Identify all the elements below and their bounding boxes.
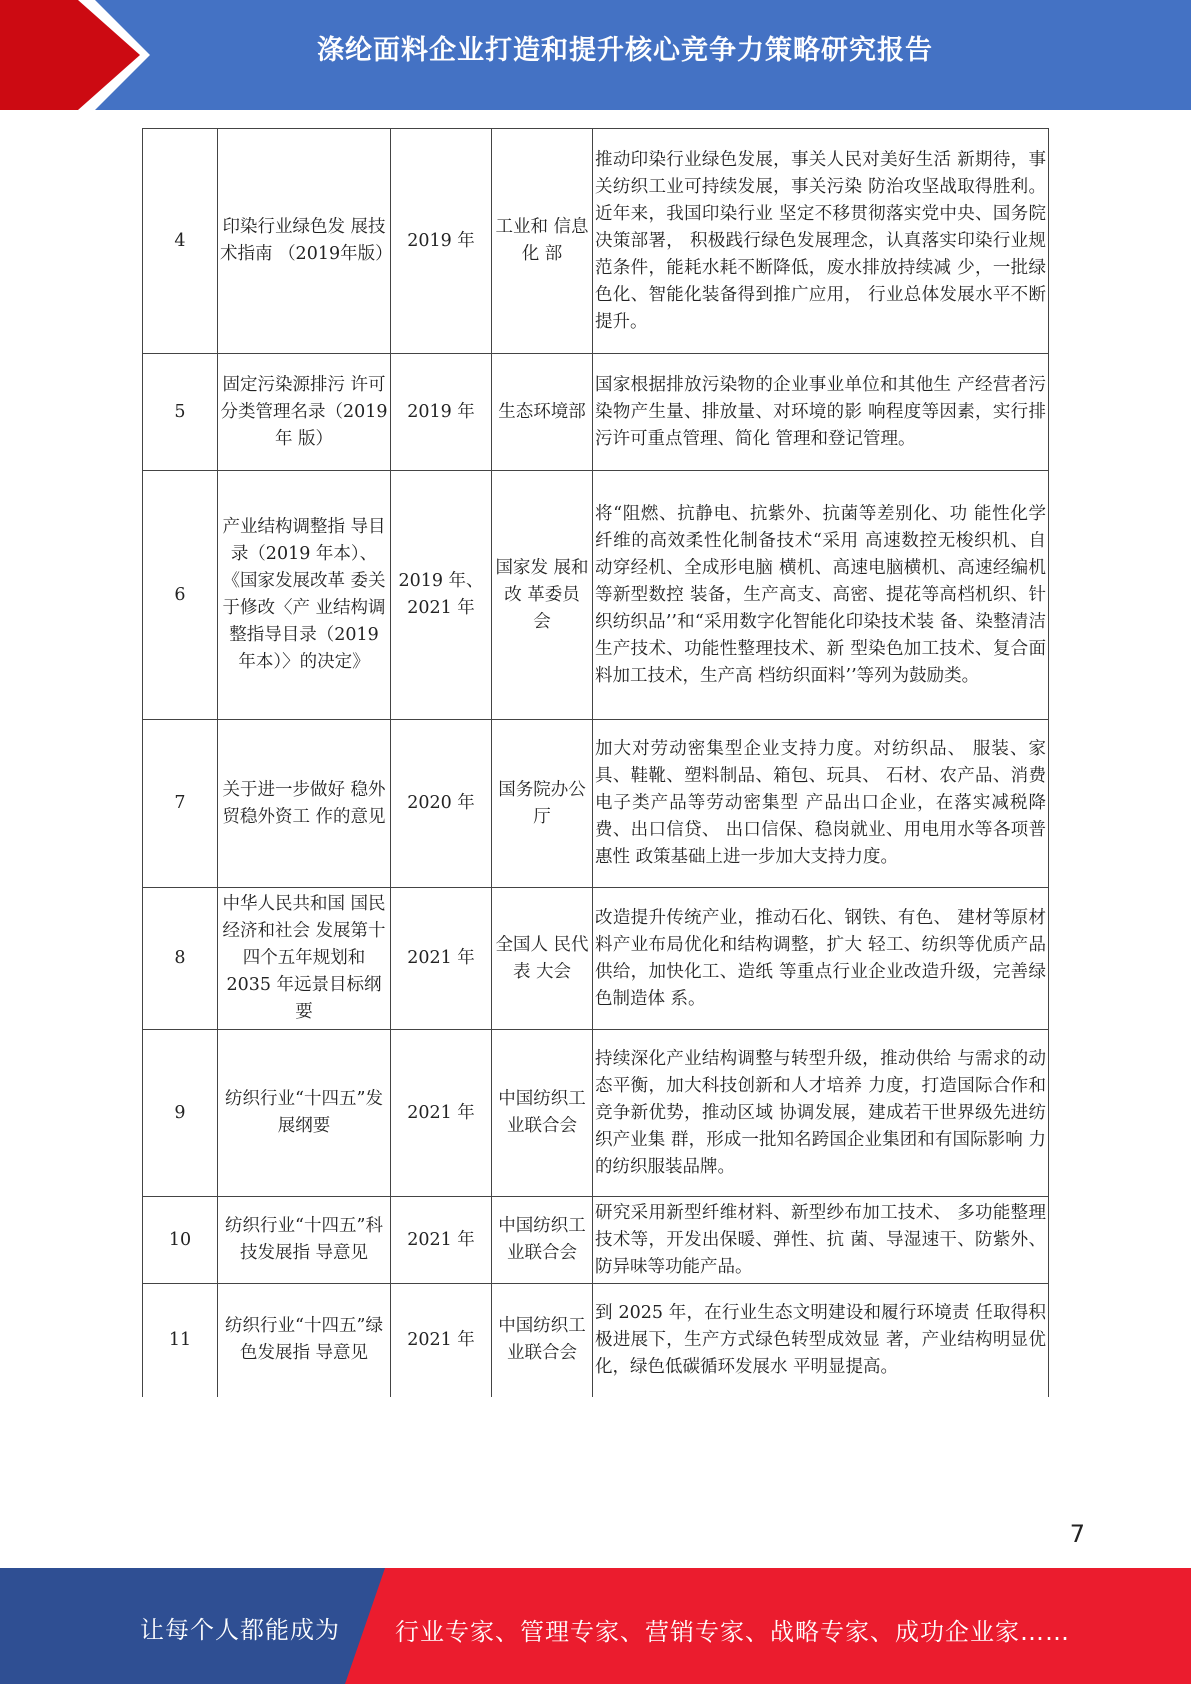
policy-description: 将“阻燃、抗静电、抗紫外、抗菌等差别化、功 能性化学纤维的高效柔性化制备技术“采用 高速数控无梭织机、自动穿经机、全成形电脑 横机、高速电脑横机、高速经编机等新型数控 装备，生产高支、高密、提花等高档机织、针 织纺织品’’和“采用数字化智能化印染技术装 备、染整清洁生产技术、功能性整理技术、新 型染色加工技术、复合面料加工技术，生产高 档纺织面料’’等列为鼓励类。 xyxy=(593,471,1049,720)
policy-name: 纺织行业“十四五”发展纲要 xyxy=(218,1030,391,1197)
report-title: 涤纶面料企业打造和提升核心竞争力策略研究报告 xyxy=(317,35,933,66)
issue-year: 2019 年 xyxy=(391,354,492,471)
policy-description: 改造提升传统产业，推动石化、钢铁、有色、 建材等原材料产业布局优化和结构调整，扩大 轻工、纺织等优质产品供给，加快化工、造纸 等重点行业企业改造升级，完善绿色制造体 系。 xyxy=(593,888,1049,1030)
page-footer-banner xyxy=(0,1568,1191,1684)
issuing-department: 中国纺织工业联合会 xyxy=(492,1030,593,1197)
issuing-department: 国家发 展和改 革委员 会 xyxy=(492,471,593,720)
policy-description: 推动印染行业绿色发展，事关人民对美好生活 新期待，事关纺织工业可持续发展，事关污染 防治攻坚战取得胜利。近年来，我国印染行业 坚定不移贯彻落实党中央、国务院决策部署， 积极践行绿色发展理念，认真落实印染行业规 范条件，能耗水耗不断降低，废水排放持续减 少，一批绿色化、智能化装备得到推广应用， 行业总体发展水平不断提升。 xyxy=(593,129,1049,354)
policy-description: 研究采用新型纤维材料、新型纱布加工技术、 多功能整理技术等，开发出保暖、弹性、抗 菌、导湿速干、防紫外、防异味等功能产品。 xyxy=(593,1197,1049,1284)
issuing-department: 国务院办公厅 xyxy=(492,720,593,888)
policy-name: 固定污染源排污 许可分类管理名录（2019 年 版） xyxy=(218,354,391,471)
table-row xyxy=(143,129,1049,354)
policy-description: 国家根据排放污染物的企业事业单位和其他生 产经营者污染物产生量、排放量、对环境的影 响程度等因素，实行排污许可重点管理、简化 管理和登记管理。 xyxy=(593,354,1049,471)
row-number: 6 xyxy=(143,471,218,720)
footer-slogan-right: 行业专家、管理专家、营销专家、战略专家、成功企业家…… xyxy=(395,1618,1070,1646)
table-row xyxy=(143,1197,1049,1284)
issue-year: 2021 年 xyxy=(391,1284,492,1397)
policy-name: 关于进一步做好 稳外贸稳外资工 作的意见 xyxy=(218,720,391,888)
page-number: 7 xyxy=(1069,1520,1085,1548)
policy-description: 到 2025 年，在行业生态文明建设和履行环境责 任取得积极进展下，生产方式绿色转型成效显 著，产业结构明显优化，绿色低碳循环发展水 平明显提高。 xyxy=(593,1284,1049,1397)
page-header-banner xyxy=(0,0,1191,110)
row-number: 5 xyxy=(143,354,218,471)
table-row xyxy=(143,720,1049,888)
issue-year: 2021 年 xyxy=(391,1197,492,1284)
issuing-department: 中国纺织工业联合会 xyxy=(492,1197,593,1284)
table-row xyxy=(143,888,1049,1030)
policy-description: 加大对劳动密集型企业支持力度。对纺织品、 服装、家具、鞋靴、塑料制品、箱包、玩具、 石材、农产品、消费电子类产品等劳动密集型 产品出口企业，在落实减税降费、出口信贷、 出口信保、稳岗就业、用电用水等各项普惠性 政策基础上进一步加大支持力度。 xyxy=(593,720,1049,888)
policy-table xyxy=(142,128,1049,1397)
row-number: 4 xyxy=(143,129,218,354)
issue-year: 2021 年 xyxy=(391,888,492,1030)
policy-name: 纺织行业“十四五”科技发展指 导意见 xyxy=(218,1197,391,1284)
issue-year: 2021 年 xyxy=(391,1030,492,1197)
issue-year: 2019 年、2021 年 xyxy=(391,471,492,720)
policy-name: 中华人民共和国 国民经济和社会 发展第十四个五年规划和 2035 年远景目标纲要 xyxy=(218,888,391,1030)
row-number: 11 xyxy=(143,1284,218,1397)
issue-year: 2020 年 xyxy=(391,720,492,888)
row-number: 8 xyxy=(143,888,218,1030)
policy-name: 纺织行业“十四五”绿色发展指 导意见 xyxy=(218,1284,391,1397)
row-number: 7 xyxy=(143,720,218,888)
table-row xyxy=(143,1030,1049,1197)
policy-description: 持续深化产业结构调整与转型升级，推动供给 与需求的动态平衡，加大科技创新和人才培养 力度，打造国际合作和竞争新优势，推动区域 协调发展，建成若干世界级先进纺织产业集 群，形成一批知名跨国企业集团和有国际影响 力的纺织服装品牌。 xyxy=(593,1030,1049,1197)
footer-slogan-left: 让每个人都能成为 xyxy=(140,1616,340,1644)
issuing-department: 全国人 民代表 大会 xyxy=(492,888,593,1030)
policy-name: 印染行业绿色发 展技术指南 （2019年版） xyxy=(218,129,391,354)
row-number: 10 xyxy=(143,1197,218,1284)
row-number: 9 xyxy=(143,1030,218,1197)
issuing-department: 生态环境部 xyxy=(492,354,593,471)
table-row xyxy=(143,354,1049,471)
table-row xyxy=(143,1284,1049,1397)
header-red-chevron xyxy=(0,0,140,110)
issuing-department: 中国纺织工业联合会 xyxy=(492,1284,593,1397)
policy-name: 产业结构调整指 导目录（2019 年本）、《国家发展改革 委关于修改〈产 业结构调整指导目录（2019 年本）〉的决定》 xyxy=(218,471,391,720)
issue-year: 2019 年 xyxy=(391,129,492,354)
table-row xyxy=(143,471,1049,720)
issuing-department: 工业和 信息化 部 xyxy=(492,129,593,354)
